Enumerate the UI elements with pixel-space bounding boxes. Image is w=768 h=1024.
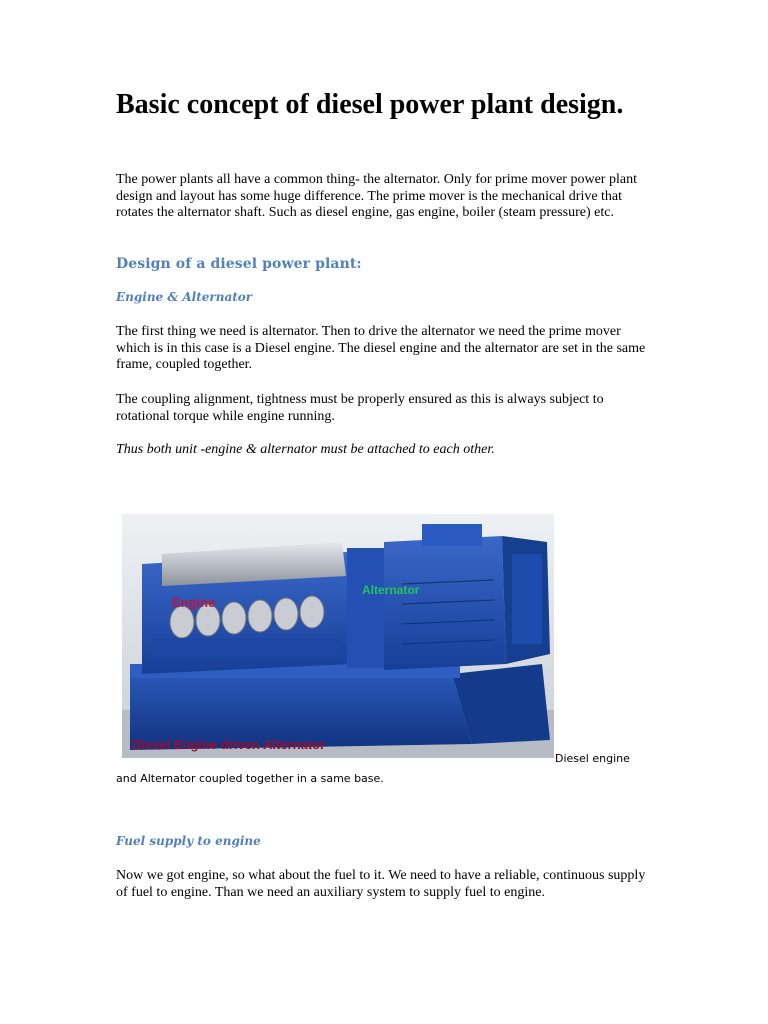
genset-photo [122, 514, 554, 758]
engine-alternator-paragraph-2: The coupling alignment, tightness must be properly ensured as this is always subject to rotational torque while engine running. [116, 392, 604, 424]
photo-caption-label: Diesel Engine driven Alternator [132, 737, 326, 752]
intro-paragraph: The power plants all have a common thing- the alternator. Only for prime mover power plant design and layout has some huge difference. The prime mover is the mechanical drive that rotates the alternator shaft. Such as diesel engine, gas engine, boiler (steam pressure) etc. [116, 172, 637, 220]
section-heading: Design of a diesel power plant: [116, 256, 362, 272]
alternator-label: Alternator [362, 583, 420, 597]
subheading-engine-alternator: Engine & Alternator [116, 290, 253, 304]
figure-caption-line-1: Diesel engine [555, 752, 630, 765]
engine-alternator-paragraph-1: The first thing we need is alternator. Then to drive the alternator we need the prime mover which is in this case is a Diesel engine. The diesel engine and the alternator are set in the same frame, coupled together. [116, 324, 646, 372]
fuel-supply-paragraph: Now we got engine, so what about the fuel to it. We need to have a reliable, continuous supply of fuel to engine. Than we need an auxiliary system to supply fuel to engine. [116, 868, 646, 900]
page-title: Basic concept of diesel power plant design. [116, 89, 624, 120]
figure-caption-line-2: and Alternator coupled together in a same base. [116, 772, 384, 785]
engine-label: Engine [172, 595, 216, 610]
engine-alternator-paragraph-3: Thus both unit -engine & alternator must be attached to each other. [116, 442, 495, 457]
subheading-fuel-supply: Fuel supply to engine [116, 834, 261, 848]
genset-illustration [122, 514, 554, 758]
